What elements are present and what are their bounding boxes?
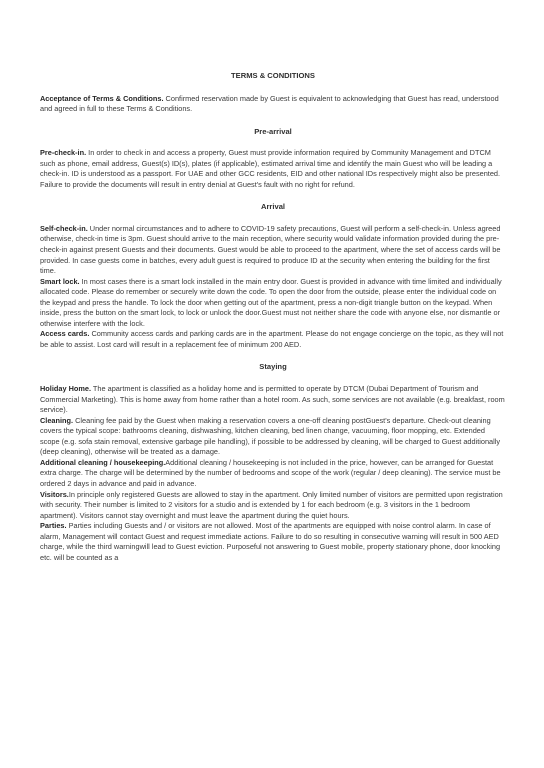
holiday-paragraph <box>40 384 506 416</box>
selfcheckin-paragraph <box>40 224 506 277</box>
parties-paragraph <box>40 521 506 563</box>
precheckin-text: In order to check in and access a property, Guest must provide information required by Community Management and DTCM such as phone, email address, Guest(s) ID(s), plates (if applicable), estimated arrival time and identify the main Guest who will be leading a check-in. ID is understood as a passport. For UAE and other GCC residents, EID and other national IDs respectively might also be presented. Failure to provide the documents will result in entry denial at Guest's fault with no right for refund. <box>40 148 501 189</box>
acceptance-paragraph <box>40 94 506 115</box>
precheckin-term: Pre-check-in. <box>40 148 87 158</box>
holiday-text: The apartment is classified as a holiday home and is permitted to operate by DTCM (Dubai Department of Tourism and Commercial Marketing). This is home away from home rather than a hotel room. As such, some services are not available (e.g. breakfast, room service). <box>40 384 505 415</box>
acceptance-term: Acceptance of Terms & Conditions. <box>40 93 164 103</box>
accesscards-paragraph <box>40 329 506 350</box>
page-title: TERMS & CONDITIONS <box>231 71 315 80</box>
precheckin-paragraph <box>40 148 506 190</box>
visitors-paragraph <box>40 490 506 522</box>
additional-cleaning-paragraph <box>40 458 506 490</box>
staying-heading: Staying <box>259 362 287 372</box>
additional-cleaning-term: Additional cleaning / housekeeping. <box>40 457 166 467</box>
smartlock-paragraph <box>40 277 506 330</box>
accesscards-term: Access cards. <box>40 329 90 339</box>
parties-term: Parties. <box>40 521 67 531</box>
selfcheckin-text: Under normal circumstances and to adhere to COVID-19 safety precautions, Guest will perform a self-check-in. Unless agreed otherwise, check-in time is 3pm. Guest should arrive to the main reception, where security would validate information provided during the pre-check-in against present Guests and their documents. Guest would be able to proceed to the apartment, where the set of access cards will be provided. In case guests come in batches, every adult guest is required to produce ID at the security when entering the building for the first time. <box>40 223 501 276</box>
smartlock-text: In most cases there is a smart lock installed in the main entry door. Guest is provided in advance with time limited and individually allocated code. Please do remember or securely write down the code. To open the door from the outside, please enter the individual code on the keypad and press the handle. To lock the door when getting out of the apartment, press a non-digit triangle button on the keypad. When inside, press the button on the smart lock, to lock or unlock the door.Guest must not neither share the code with anyone else, nor dismantle or otherwise interfere with the lock. <box>40 276 502 328</box>
cleaning-term: Cleaning. <box>40 415 74 425</box>
acceptance-text: Confirmed reservation made by Guest is equivalent to acknowledging that Guest has read, understood and agreed in full to these Terms & Conditions. <box>40 93 499 114</box>
accesscards-text: Community access cards and parking cards are in the apartment. Please do not engage concierge on the topic, as they will not be able to assist. Lost card will result in a replacement fee of minimum 200 AED. <box>40 329 504 349</box>
parties-text: Parties including Guests and / or visitors are not allowed. Most of the apartments are equipped with noise control alarm. In case of alarm, Management will contact Guest and request immediate actions. Failure to do so resulting in consecutive warning will result in 500 AED charge, while the third warningwill lead to Guest eviction. Purposeful not answering to Guest mobile, property stationary phone, door knocking etc. will be counted as a <box>40 521 501 562</box>
visitors-term: Visitors. <box>40 489 69 499</box>
visitors-text: In principle only registered Guests are allowed to stay in the apartment. Only limited number of visitors are permitted upon registration with security. Their number is limited to 2 visitors for a studio and is extended by 1 for each bedroom (e.g. 3 visitors in the 1 bedroom apartment). Visitors cannot stay overnight and must leave the apartment during the quiet hours. <box>40 489 503 520</box>
smartlock-term: Smart lock. <box>40 276 80 286</box>
cleaning-paragraph <box>40 416 506 458</box>
holiday-term: Holiday Home. <box>40 384 92 394</box>
additional-cleaning-text: Additional cleaning / housekeeping is not included in the price, however, can be arranged for Guestat extra charge. The charge will be determined by the number of bedrooms and scope of the work (regular / deep cleaning). The service must be ordered 2 days in advance and paid in advance. <box>40 457 501 488</box>
selfcheckin-term: Self-check-in. <box>40 223 88 233</box>
arrival-heading: Arrival <box>260 202 286 212</box>
cleaning-text: Cleaning fee paid by the Guest when making a reservation covers a one-off cleaning postGuest's departure. Check-out cleaning covers the typical scope: bathrooms cleaning, dishwashing, kitchen cleaning, bed linen change, vacuuming, floor mopping, etc. Extended scope (e.g. sofa stain removal, extensive garbage pile handling), if possible to be addressed by cleaning, will be charged to Guest additionally (deep cleaning), otherwise will be treated as a damage. <box>40 415 501 457</box>
pre-arrival-heading: Pre-arrival <box>254 126 292 136</box>
